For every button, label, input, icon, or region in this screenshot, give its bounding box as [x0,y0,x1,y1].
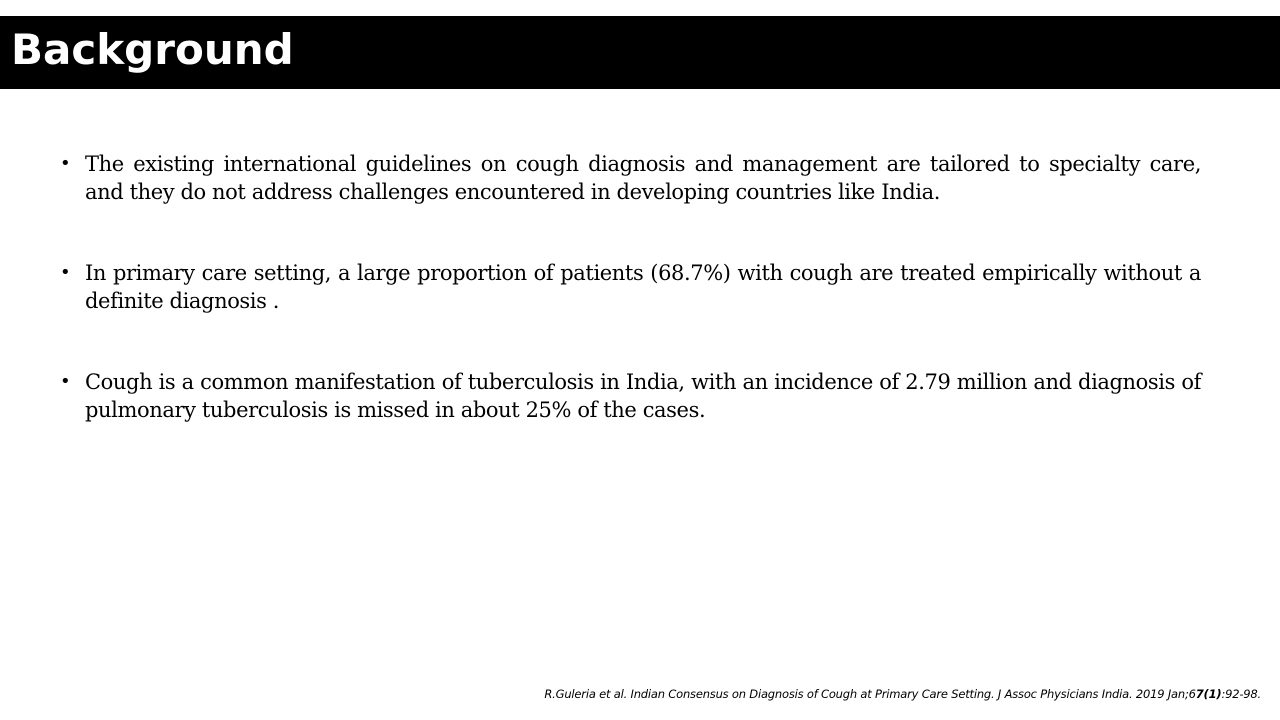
bullet-marker: • [60,153,71,174]
bullet-text: The existing international guidelines on cough diagnosis and management are tailored to specialty care, and they do not address challenges encountered in developing countries like India. [85,152,1201,204]
bullet-item [60,259,1201,315]
bullet-text: In primary care setting, a large proportion of patients (68.7%) with cough are treated empirically without a definite diagnosis . [85,261,1201,313]
bullet-marker: • [60,371,71,392]
bullet-marker: • [60,262,71,283]
bullet-text: Cough is a common manifestation of tuberculosis in India, with an incidence of 2.79 million and diagnosis of pulmonary tuberculosis is missed in about 25% of the cases. [85,370,1201,422]
title-bar [0,16,1280,89]
slide-title: Background [11,25,294,74]
reference-text: R.Guleria et al. Indian Consensus on Diagnosis of Cough at Primary Care Setting. J Assoc Physicians India. 2019 Jan;6 [544,687,1196,701]
bullet-item [60,150,1201,206]
bullet-list [60,150,1201,424]
bullet-item [60,368,1201,424]
reference-pages: :92-98. [1221,687,1261,701]
reference-volume-issue: 7(1) [1195,687,1222,701]
reference-citation [544,686,1261,702]
